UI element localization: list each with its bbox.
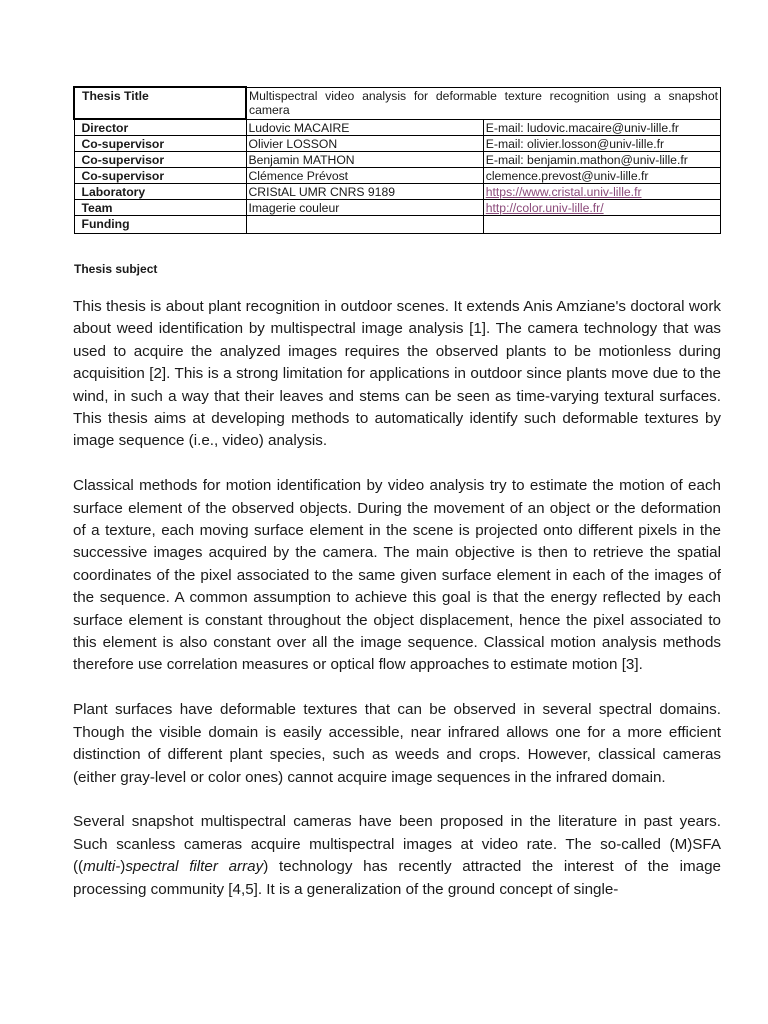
cosupervisor-name: Olivier LOSSON: [246, 136, 483, 152]
table-row-title: [74, 87, 721, 119]
section-heading: Thesis subject: [74, 262, 158, 276]
paragraph-4-italic-sfa: spectral filter array: [125, 858, 264, 876]
laboratory-name: CRIStAL UMR CNRS 9189: [246, 184, 483, 200]
table-row-cosupervisor-3: [74, 168, 721, 184]
paragraph-4-italic-multi: multi-: [83, 858, 121, 876]
table-row-cosupervisor-1: [74, 136, 721, 152]
paragraph-1: This thesis is about plant recognition in outdoor scenes. It extends Anis Amziane's doctoral work about weed identification by multispectral image analysis [1]. The camera technology that was used to acquire the analyzed images requires the observed plants to be motionless during acquisition [2]. This is a strong limitation for applications in outdoor since plants move due to the wind, in such a way that their leaves and stems can be seen as time-varying textural surfaces. This thesis aims at developing methods to automatically identify such deformable textures by image sequence (i.e., video) analysis.: [73, 298, 721, 450]
team-name: Imagerie couleur: [246, 200, 483, 216]
row-label: Team: [74, 200, 246, 216]
paragraph-2: Classical methods for motion identification by video analysis try to estimate the motion of each surface element of the observed objects. During the movement of an object or the deformation of a texture, each moving surface element in the scene is projected onto different pixels in the successive images acquired by the camera. The main objective is then to retrieve the spatial coordinates of the pixel associated to the same given surface element in each of the images of the sequence. A common assumption to achieve this goal is that the energy reflected by each surface element is constant throughout the object displacement, hence the pixel associated to this element is also constant over all the image sequence. Classical motion analysis methods therefore use correlation measures or optical flow approaches to estimate motion [3].: [73, 477, 721, 674]
row-label: Funding: [74, 216, 246, 234]
row-label: Co-supervisor: [74, 168, 246, 184]
table-row-team: [74, 200, 721, 216]
row-label: Co-supervisor: [74, 152, 246, 168]
row-label: Laboratory: [74, 184, 246, 200]
row-label: Director: [74, 119, 246, 136]
cosupervisor-email: E-mail: olivier.losson@univ-lille.fr: [483, 136, 720, 152]
thesis-title-label: Thesis Title: [74, 87, 246, 119]
paragraph-4: [73, 811, 721, 901]
paragraph-4-text-e: ) technology has recently attracted the interest of the image processing community [4,5]. It is a generalization of the ground concept of single-: [73, 858, 721, 898]
table-row-laboratory: [74, 184, 721, 200]
thesis-info-table: [73, 86, 721, 234]
director-name: Ludovic MACAIRE: [246, 119, 483, 136]
row-label: Co-supervisor: [74, 136, 246, 152]
table-row-director: [74, 119, 721, 136]
team-link[interactable]: http://color.univ-lille.fr/: [485, 201, 604, 215]
director-email: E-mail: ludovic.macaire@univ-lille.fr: [483, 119, 720, 136]
paragraph-3: Plant surfaces have deformable textures that can be observed in several spectral domains. Though the visible domain is easily accessible, near infrared allows one for a more efficient distinction of different plant species, such as weeds and crops. However, classical cameras (either gray-level or color ones) cannot acquire image sequences in the infrared domain.: [73, 701, 721, 786]
laboratory-link-cell: [483, 184, 720, 200]
cosupervisor-email: E-mail: benjamin.mathon@univ-lille.fr: [483, 152, 720, 168]
paragraph-4-text-a: Several snapshot multispectral cameras have been proposed in the literature in past years. Such scanless cameras acquire multispectral images at video rate. The so-called (M)SFA ((: [73, 813, 721, 876]
paragraph-4-text-c: ): [120, 858, 126, 876]
table-row-funding: [74, 216, 721, 234]
table-row-cosupervisor-2: [74, 152, 721, 168]
laboratory-link[interactable]: https://www.cristal.univ-lille.fr: [485, 185, 642, 199]
thesis-title-value: Multispectral video analysis for deformable texture recognition using a snapshot camera: [246, 87, 721, 119]
team-link-cell: [483, 200, 720, 216]
thesis-subject-body: [73, 296, 721, 901]
cosupervisor-name: Clémence Prévost: [246, 168, 483, 184]
cosupervisor-name: Benjamin MATHON: [246, 152, 483, 168]
funding-extra: [483, 216, 720, 234]
cosupervisor-email: clemence.prevost@univ-lille.fr: [483, 168, 720, 184]
funding-value: [246, 216, 483, 234]
